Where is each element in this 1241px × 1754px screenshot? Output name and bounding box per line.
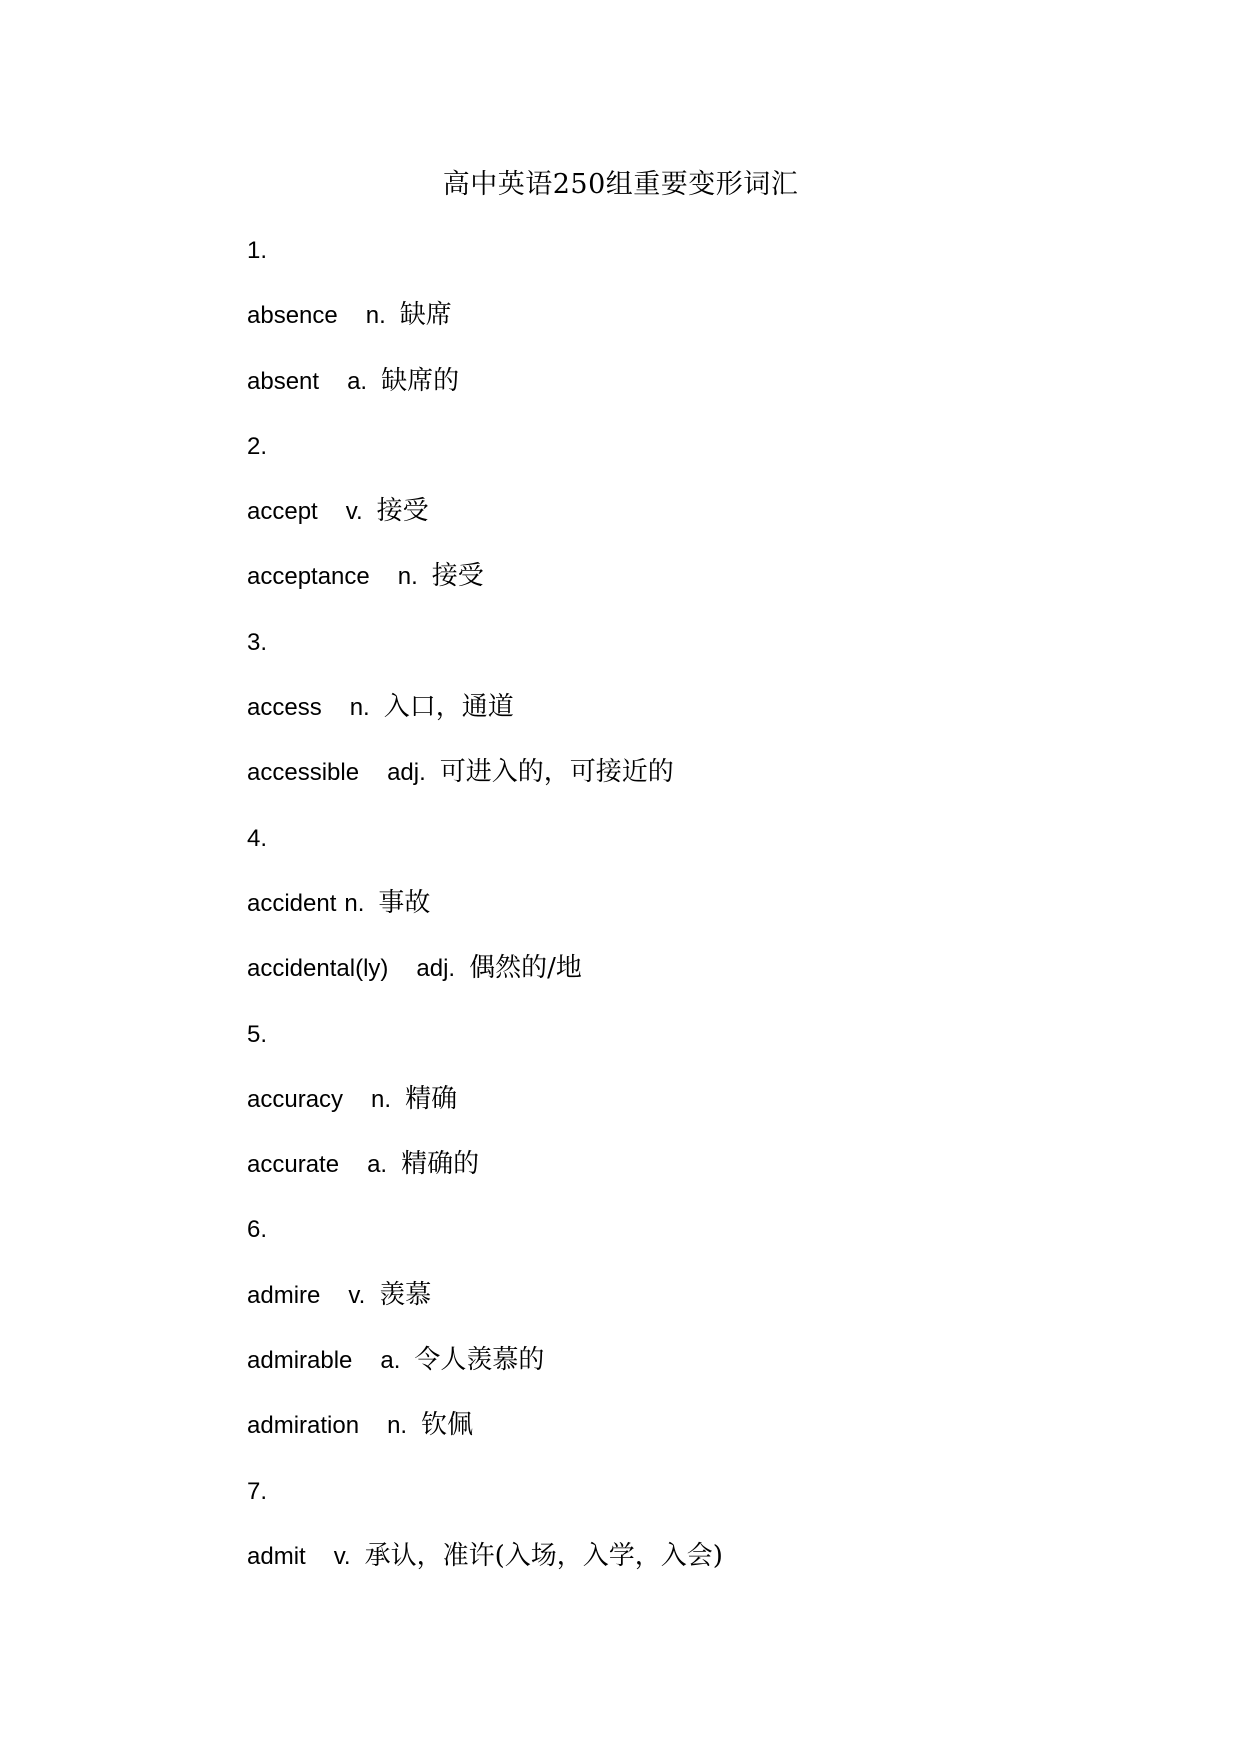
entry-word: absence: [247, 302, 338, 330]
list-item: [247, 675, 1147, 740]
group-number: 6.: [247, 1216, 268, 1244]
group-number: 7.: [247, 1477, 268, 1505]
entry-word: access: [247, 694, 322, 722]
entry-word: accident: [247, 889, 337, 917]
list-item: [247, 936, 1147, 1001]
entry-word: admit: [247, 1542, 306, 1570]
entry-pos: n.: [349, 694, 370, 722]
entry-meaning: 接受: [431, 561, 484, 592]
list-item: [247, 1393, 1147, 1458]
entry-meaning: 可进入的，可接近的: [439, 757, 674, 788]
entry-pos: n.: [344, 889, 365, 917]
vocabulary-list: [247, 218, 1147, 1589]
entry-meaning: 偶然的/地: [469, 953, 582, 984]
entry-meaning: 事故: [378, 887, 431, 918]
entry-pos: adj.: [387, 759, 426, 787]
entry-meaning: 缺席: [399, 300, 452, 331]
entry-pos: v.: [333, 1542, 351, 1570]
entry-pos: a.: [347, 367, 368, 395]
entry-pos: n.: [365, 302, 386, 330]
list-item: [247, 1328, 1147, 1393]
entry-pos: a.: [367, 1151, 388, 1179]
group-number: 5.: [247, 1020, 268, 1048]
entry-word: accuracy: [247, 1085, 344, 1113]
entry-pos: v.: [345, 498, 363, 526]
list-item: [247, 871, 1147, 936]
list-item: [247, 1524, 1147, 1589]
group-number: 1.: [247, 237, 268, 264]
entry-pos: n.: [371, 1085, 392, 1113]
entry-pos: a.: [380, 1347, 401, 1375]
entry-meaning: 接受: [376, 496, 429, 527]
entry-pos: v.: [348, 1281, 366, 1309]
list-item: [247, 479, 1147, 544]
list-item: [247, 1132, 1147, 1197]
entry-meaning: 入口，通道: [383, 692, 514, 723]
group-number: 3.: [247, 628, 268, 656]
entry-pos: adj.: [416, 955, 456, 983]
entry-word: accept: [247, 498, 318, 526]
entry-word: admirable: [247, 1347, 353, 1375]
list-item: [247, 349, 1147, 414]
entry-word: acceptance: [247, 563, 370, 591]
entry-pos: n.: [397, 563, 418, 591]
list-item: [247, 740, 1147, 805]
entry-meaning: 羡慕: [379, 1279, 432, 1310]
list-item: [247, 283, 1147, 348]
list-item: [247, 1067, 1147, 1132]
entry-meaning: 令人羡慕的: [414, 1345, 545, 1376]
entry-meaning: 钦佩: [421, 1410, 474, 1441]
entry-word: accessible: [247, 759, 360, 787]
list-item: [247, 544, 1147, 609]
entry-word: admiration: [247, 1412, 360, 1440]
entry-word: accidental(ly): [247, 955, 389, 983]
list-item: [247, 1263, 1147, 1328]
entry-word: absent: [247, 367, 320, 395]
entry-word: accurate: [247, 1151, 340, 1179]
entry-meaning: 缺席的: [381, 365, 460, 396]
entry-meaning: 精确的: [401, 1149, 480, 1180]
group-number: 4.: [247, 824, 268, 852]
page-title: 高中英语250组重要变形词汇: [442, 169, 799, 200]
entry-word: admire: [247, 1281, 321, 1309]
entry-meaning: 精确: [405, 1083, 458, 1114]
entry-meaning: 承认，准许(入场，入学，入会): [364, 1540, 723, 1571]
entry-pos: n.: [387, 1412, 408, 1440]
group-number: 2.: [247, 432, 268, 460]
